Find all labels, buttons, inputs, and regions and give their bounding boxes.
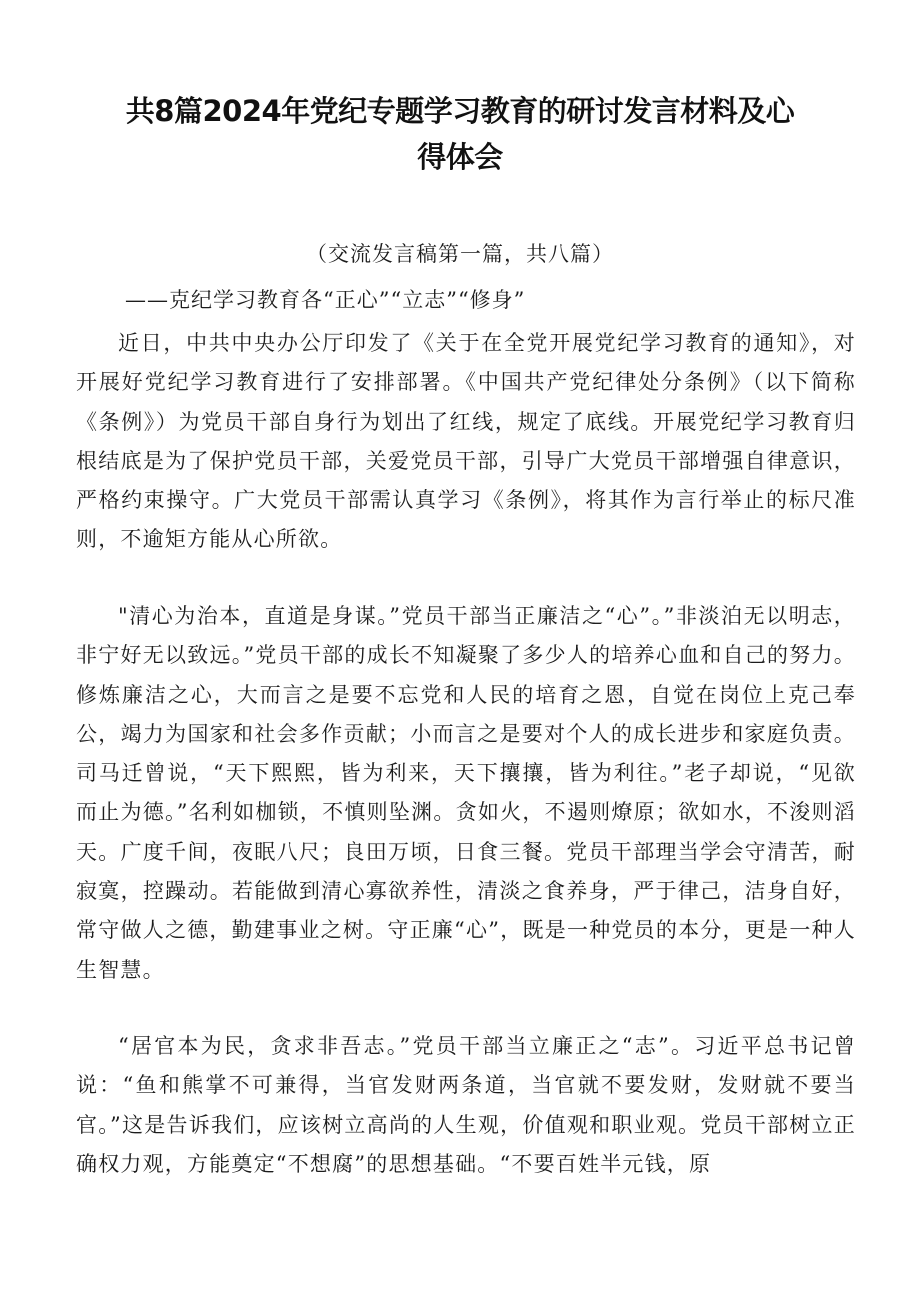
paragraph-3: “居官本为民，贪求非吾志。”党员干部当立廉正之“志”。习近平总书记曾说：“鱼和熊掌不可兼得，当官发财两条道，当官就不要发财，发财就不要当官。”这是告诉我们，应该树立高尚的人生观，价值观和职业观。党员干部树立正确权力观，方能奠定“不想腐”的思想基础。“不要百姓半元钱，原	[76, 1034, 856, 1176]
document-title-line-1: 共8篇2024年党纪专题学习教育的研讨发言材料及心	[125, 94, 795, 128]
document-subheading: ——克纪学习教育各“正心”“立志”“修身”	[125, 288, 526, 312]
document-title-line-2: 得体会	[417, 140, 503, 174]
document-subtitle: （交流发言稿第一篇，共八篇）	[306, 242, 614, 266]
paragraph-1: 近日，中共中央办公厅印发了《关于在全党开展党纪学习教育的通知》，对开展好党纪学习教育进行了安排部署。《中国共产党纪律处分条例》（以下简称《条例》）为党员干部自身行为划出了红线，规定了底线。开展党纪学习教育归根结底是为了保护党员干部，关爱党员干部，引导广大党员干部增强自律意识，严格约束操守。广大党员干部需认真学习《条例》，将其作为言行举止的标尺准则，不逾矩方能从心所欲。	[76, 331, 856, 552]
paragraph-2: "清心为治本，直道是身谋。”党员干部当正廉洁之“心”。”非淡泊无以明志，非宁好无以致远。”党员干部的成长不知凝聚了多少人的培养心血和自己的努力。修炼廉洁之心，大而言之是要不忘党和人民的培育之恩，自觉在岗位上克己奉公，竭力为国家和社会多作贡献；小而言之是要对个人的成长进步和家庭负责。司马迁曾说，“天下熙熙，皆为利来，天下攘攘，皆为利往。”老子却说，“见欲而止为德。”名利如枷锁，不慎则坠渊。贪如火，不遏则燎原；欲如水，不浚则滔天。广度千间，夜眠八尺；良田万顷，日食三餐。党员干部理当学会守清苦，耐寂寞，控躁动。若能做到清心寡欲养性，清淡之食养身，严于律己，洁身自好，常守做人之德，勤建事业之树。守正廉“心”，既是一种党员的本分，更是一种人生智慧。	[76, 604, 856, 982]
